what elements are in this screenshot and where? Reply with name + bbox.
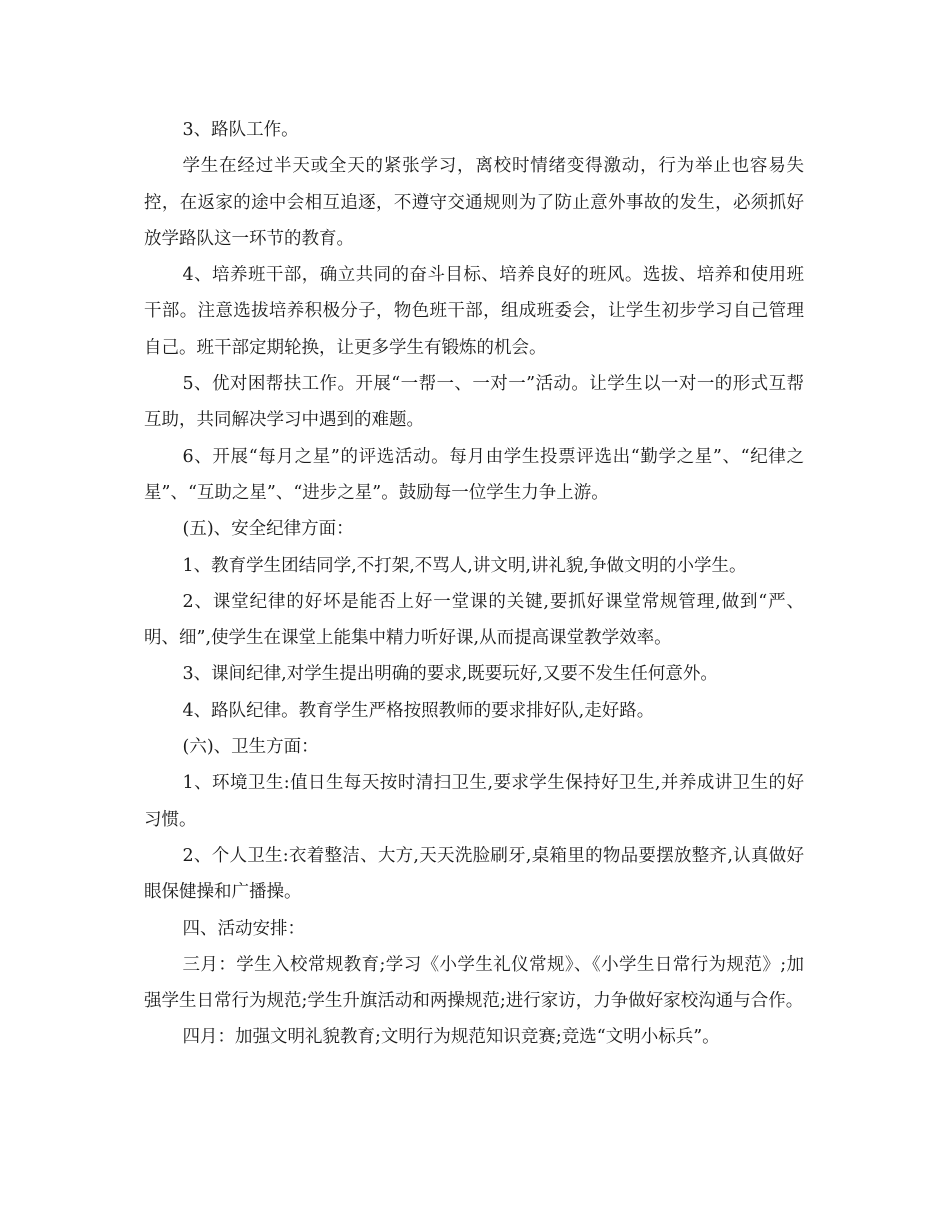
paragraph-class-cadres: 4、培养班干部，确立共同的奋斗目标、培养良好的班风。选拔、培养和使用班干部。注意选拔培养积极分子，物色班干部，组成班委会，让学生初步学习自己管理自己。班干部定期轮换，让更多学生有锻炼的机会。 [144, 265, 804, 358]
paragraph-peer-help: 5、优对困帮扶工作。开展“一帮一、一对一”活动。让学生以一对一的形式互帮互助，共同解决学习中遇到的难题。 [144, 374, 804, 431]
paragraph-hygiene-1: 1、环境卫生:值日生每天按时清扫卫生,要求学生保持好卫生,并养成讲卫生的好习惯。 [144, 773, 804, 830]
paragraph-march: 三月：学生入校常规教育;学习《小学生礼仪常规》、《小学生日常行为规范》;加强学生日常行为规范;学生升旗活动和两操规范;进行家访，力争做好家校沟通与合作。 [144, 954, 804, 1012]
paragraph-safety-3: 3、课间纪律,对学生提出明确的要求,既要玩好,又要不发生任何意外。 [182, 664, 718, 685]
paragraph-hygiene-2: 2、个人卫生:衣着整洁、大方,天天洗脸刷牙,桌箱里的物品要摆放整齐,认真做好眼保健操和广播操。 [144, 845, 804, 903]
paragraph-safety-4: 4、路队纪律。教育学生严格按照教师的要求排好队,走好路。 [182, 700, 655, 721]
paragraph-safety-1: 1、教育学生团结同学,不打架,不骂人,讲文明,讲礼貌,争做文明的小学生。 [182, 555, 747, 576]
paragraph-road-team-body: 学生在经过半天或全天的紧张学习，离校时情绪变得激动，行为举止也容易失控，在返家的途中会相互追逐，不遵守交通规则为了防止意外事故的发生，必须抓好放学路队这一环节的教育。 [144, 156, 804, 249]
paragraph-monthly-star: 6、开展“每月之星”的评选活动。每月由学生投票评选出“勤学之星”、“纪律之星”、“互助之星”、“进步之星”。鼓励每一位学生力争上游。 [144, 446, 804, 503]
paragraph-april: 四月：加强文明礼貌教育;文明行为规范知识竞赛;竞选“文明小标兵”。 [182, 1027, 720, 1048]
section-heading-safety: (五)、安全纪律方面： [182, 519, 354, 540]
section-heading-activities: 四、活动安排： [182, 918, 305, 939]
document-body [144, 112, 804, 1056]
paragraph-road-team-heading: 3、路队工作。 [182, 120, 299, 140]
section-heading-hygiene: (六)、卫生方面： [182, 737, 319, 758]
paragraph-safety-2: 2、课堂纪律的好坏是能否上好一堂课的关键,要抓好课堂常规管理,做到“严、明、细”,使学生在课堂上能集中精力听好课,从而提高课堂教学效率。 [144, 591, 804, 649]
